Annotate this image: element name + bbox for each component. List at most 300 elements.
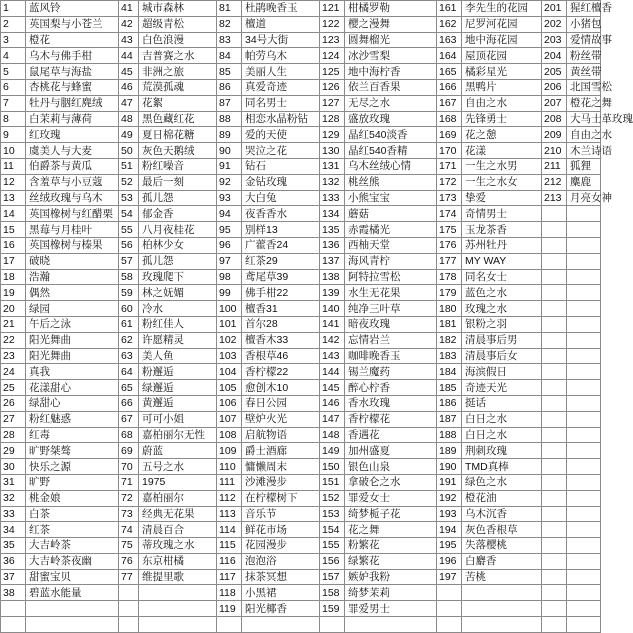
- name-cell: 桃金娘: [26, 490, 119, 506]
- index-number-cell: 114: [217, 522, 242, 538]
- name-cell: 快乐之源: [26, 459, 119, 475]
- name-cell: 绿甜心: [26, 395, 119, 411]
- index-number-cell: 36: [1, 553, 26, 569]
- index-number-cell: [542, 506, 567, 522]
- name-cell: 阳光舞曲: [26, 332, 119, 348]
- index-number-cell: 101: [217, 316, 242, 332]
- index-number-cell: 35: [1, 538, 26, 554]
- name-cell: 广藿香24: [242, 237, 320, 253]
- index-number-cell: 208: [542, 111, 567, 127]
- name-cell: 偶然: [26, 285, 119, 301]
- table-row: [1, 190, 601, 206]
- name-cell: 橙花油: [462, 490, 542, 506]
- name-cell: 灰色天鹅绒: [139, 143, 217, 159]
- name-cell: [26, 601, 119, 617]
- index-number-cell: 61: [119, 316, 139, 332]
- name-cell: 清晨百合: [139, 522, 217, 538]
- name-cell: 春日公园: [242, 395, 320, 411]
- index-number-cell: [437, 617, 462, 633]
- name-cell: 蓝风铃: [26, 1, 119, 17]
- name-cell: 红玫瑰: [26, 127, 119, 143]
- index-number-cell: [542, 380, 567, 396]
- index-number-cell: 19: [1, 285, 26, 301]
- table-row: [1, 569, 601, 585]
- name-cell: 罪爱男士: [345, 601, 437, 617]
- index-number-cell: 82: [217, 16, 242, 32]
- name-cell: [567, 253, 601, 269]
- index-number-cell: 49: [119, 127, 139, 143]
- index-number-cell: 104: [217, 364, 242, 380]
- index-number-cell: 213: [542, 190, 567, 206]
- name-cell: 白茶: [26, 506, 119, 522]
- name-cell: 挚爱: [462, 190, 542, 206]
- name-cell: [567, 427, 601, 443]
- name-cell: 黑莓与月桂叶: [26, 222, 119, 238]
- name-cell: 挺话: [462, 395, 542, 411]
- name-cell: 绿邂逅: [139, 380, 217, 396]
- name-cell: 先锋勇士: [462, 111, 542, 127]
- index-number-cell: 145: [320, 380, 345, 396]
- name-cell: 在柠檬树下: [242, 490, 320, 506]
- name-cell: 壁炉火光: [242, 411, 320, 427]
- index-number-cell: 81: [217, 1, 242, 17]
- index-number-cell: [542, 490, 567, 506]
- index-number-cell: 90: [217, 143, 242, 159]
- index-number-cell: 146: [320, 395, 345, 411]
- index-number-cell: [119, 617, 139, 633]
- name-cell: 香根草46: [242, 348, 320, 364]
- name-cell: 粉红魅惑: [26, 411, 119, 427]
- index-number-cell: [542, 459, 567, 475]
- index-number-cell: [542, 395, 567, 411]
- name-cell: [139, 601, 217, 617]
- index-number-cell: [437, 601, 462, 617]
- name-cell: 绮梦茉莉: [345, 585, 437, 601]
- index-number-cell: 113: [217, 506, 242, 522]
- index-number-cell: 203: [542, 32, 567, 48]
- name-cell: 牡丹与胭红麂绒: [26, 95, 119, 111]
- name-cell: [567, 237, 601, 253]
- index-number-cell: [542, 522, 567, 538]
- index-number-cell: 132: [320, 174, 345, 190]
- index-number-cell: 212: [542, 174, 567, 190]
- name-cell: 自由之水: [567, 127, 601, 143]
- table-row: [1, 1, 601, 17]
- index-number-cell: 138: [320, 269, 345, 285]
- name-cell: 檀香31: [242, 301, 320, 317]
- index-number-cell: 9: [1, 127, 26, 143]
- index-number-cell: 38: [1, 585, 26, 601]
- table-row: [1, 158, 601, 174]
- index-number-cell: 162: [437, 16, 462, 32]
- name-cell: [345, 617, 437, 633]
- index-number-cell: 106: [217, 395, 242, 411]
- index-number-cell: 13: [1, 190, 26, 206]
- name-cell: 阿特拉雪松: [345, 269, 437, 285]
- index-number-cell: 211: [542, 158, 567, 174]
- index-number-cell: 149: [320, 443, 345, 459]
- name-cell: 非洲之旅: [139, 64, 217, 80]
- index-number-cell: 204: [542, 48, 567, 64]
- index-number-cell: 148: [320, 427, 345, 443]
- name-cell: 狐狸: [567, 158, 601, 174]
- name-cell: [567, 538, 601, 554]
- table-row: [1, 443, 601, 459]
- name-cell: 鸢尾草39: [242, 269, 320, 285]
- name-cell: 绮梦栀子花: [345, 506, 437, 522]
- table-row: [1, 32, 601, 48]
- name-cell: 橙花之舞: [567, 95, 601, 111]
- name-cell: MY WAY: [462, 253, 542, 269]
- index-number-cell: 206: [542, 79, 567, 95]
- index-number-cell: 99: [217, 285, 242, 301]
- index-number-cell: 56: [119, 237, 139, 253]
- name-cell: 经典无花果: [139, 506, 217, 522]
- name-cell: 一生之水女: [462, 174, 542, 190]
- index-number-cell: 14: [1, 206, 26, 222]
- name-cell: 蔚蓝: [139, 443, 217, 459]
- index-number-cell: [542, 427, 567, 443]
- index-number-cell: 180: [437, 301, 462, 317]
- name-cell: 苏州牡丹: [462, 237, 542, 253]
- index-number-cell: 181: [437, 316, 462, 332]
- index-number-cell: 15: [1, 222, 26, 238]
- name-cell: [567, 522, 601, 538]
- index-number-cell: 122: [320, 16, 345, 32]
- index-number-cell: 129: [320, 127, 345, 143]
- sheet-body: [1, 1, 633, 633]
- name-cell: 旷野桀骜: [26, 443, 119, 459]
- index-number-cell: 210: [542, 143, 567, 159]
- index-number-cell: 150: [320, 459, 345, 475]
- name-cell: 林之妩媚: [139, 285, 217, 301]
- index-number-cell: 33: [1, 506, 26, 522]
- index-number-cell: 196: [437, 553, 462, 569]
- index-number-cell: 105: [217, 380, 242, 396]
- name-cell: 愈创木10: [242, 380, 320, 396]
- name-cell: 碧蓝水能量: [26, 585, 119, 601]
- name-cell: 忘情岩兰: [345, 332, 437, 348]
- index-number-cell: 165: [437, 64, 462, 80]
- index-number-cell: 55: [119, 222, 139, 238]
- name-cell: [242, 617, 320, 633]
- index-number-cell: 144: [320, 364, 345, 380]
- name-cell: 海滨假日: [462, 364, 542, 380]
- name-cell: 花园漫步: [242, 538, 320, 554]
- index-number-cell: 91: [217, 158, 242, 174]
- index-number-cell: 143: [320, 348, 345, 364]
- table-row: [1, 48, 601, 64]
- index-number-cell: 66: [119, 395, 139, 411]
- index-number-cell: 4: [1, 48, 26, 64]
- index-number-cell: [542, 348, 567, 364]
- name-cell: 拿破仑之水: [345, 474, 437, 490]
- name-cell: [567, 474, 601, 490]
- name-cell: 小黑裙: [242, 585, 320, 601]
- name-cell: 晶红540香精: [345, 143, 437, 159]
- index-number-cell: 65: [119, 380, 139, 396]
- name-cell: 孤儿怨: [139, 190, 217, 206]
- name-cell: 苦桃: [462, 569, 542, 585]
- name-cell: 奇情男士: [462, 206, 542, 222]
- index-number-cell: 202: [542, 16, 567, 32]
- index-number-cell: 190: [437, 459, 462, 475]
- index-number-cell: 68: [119, 427, 139, 443]
- name-cell: 咖啡晚香玉: [345, 348, 437, 364]
- name-cell: 醉心柠香: [345, 380, 437, 396]
- index-number-cell: 67: [119, 411, 139, 427]
- name-cell: 甜蜜宝贝: [26, 569, 119, 585]
- index-number-cell: 92: [217, 174, 242, 190]
- table-row: [1, 364, 601, 380]
- name-cell: 罪爱女士: [345, 490, 437, 506]
- index-number-cell: 164: [437, 48, 462, 64]
- name-cell: 嘉柏丽尔: [139, 490, 217, 506]
- index-number-cell: 7: [1, 95, 26, 111]
- name-cell: 泡泡浴: [242, 553, 320, 569]
- name-cell: 乌木沉香: [462, 506, 542, 522]
- index-number-cell: 135: [320, 222, 345, 238]
- index-number-cell: 53: [119, 190, 139, 206]
- name-cell: 爱的天使: [242, 127, 320, 143]
- index-number-cell: 156: [320, 553, 345, 569]
- index-number-cell: [542, 364, 567, 380]
- name-cell: 绿色之水: [462, 474, 542, 490]
- index-number-cell: 193: [437, 506, 462, 522]
- name-cell: 西柚天堂: [345, 237, 437, 253]
- name-cell: 爵士酒廊: [242, 443, 320, 459]
- index-number-cell: 167: [437, 95, 462, 111]
- name-cell: [567, 569, 601, 585]
- index-number-cell: 192: [437, 490, 462, 506]
- index-number-cell: 155: [320, 538, 345, 554]
- name-cell: 地中海柠香: [345, 64, 437, 80]
- name-cell: 冷水: [139, 301, 217, 317]
- index-number-cell: 109: [217, 443, 242, 459]
- index-number-cell: 107: [217, 411, 242, 427]
- name-cell: 伯爵茶与黄瓜: [26, 158, 119, 174]
- index-number-cell: 191: [437, 474, 462, 490]
- name-cell: 清晨事后女: [462, 348, 542, 364]
- name-cell: 银色山泉: [345, 459, 437, 475]
- name-cell: 钻石: [242, 158, 320, 174]
- name-cell: 夜香香水: [242, 206, 320, 222]
- name-cell: 李先生的花园: [462, 1, 542, 17]
- name-cell: 乌木与佛手柑: [26, 48, 119, 64]
- table-row: [1, 111, 601, 127]
- index-number-cell: 31: [1, 474, 26, 490]
- name-cell: 北国雪松: [567, 79, 601, 95]
- index-number-cell: 141: [320, 316, 345, 332]
- index-number-cell: 47: [119, 95, 139, 111]
- name-cell: 大吉岭茶: [26, 538, 119, 554]
- index-number-cell: 88: [217, 111, 242, 127]
- index-number-cell: 74: [119, 522, 139, 538]
- index-number-cell: 115: [217, 538, 242, 554]
- index-number-cell: [320, 617, 345, 633]
- index-number-cell: 45: [119, 64, 139, 80]
- name-cell: 玫瑰之水: [462, 301, 542, 317]
- name-cell: 金钻玫瑰: [242, 174, 320, 190]
- table-row: [1, 585, 601, 601]
- name-cell: 破晓: [26, 253, 119, 269]
- index-number-cell: 102: [217, 332, 242, 348]
- name-cell: [567, 506, 601, 522]
- name-cell: 玉龙茶香: [462, 222, 542, 238]
- name-cell: 猩红檀香: [567, 1, 601, 17]
- index-number-cell: 43: [119, 32, 139, 48]
- table-row: [1, 490, 601, 506]
- name-cell: 大马士革玫瑰: [567, 111, 601, 127]
- index-number-cell: 157: [320, 569, 345, 585]
- name-cell: 加州盛夏: [345, 443, 437, 459]
- index-number-cell: 95: [217, 222, 242, 238]
- name-cell: 维提里歌: [139, 569, 217, 585]
- index-number-cell: 37: [1, 569, 26, 585]
- index-number-cell: 175: [437, 222, 462, 238]
- table-row: [1, 474, 601, 490]
- index-number-cell: 186: [437, 395, 462, 411]
- index-number-cell: 18: [1, 269, 26, 285]
- index-number-cell: 34: [1, 522, 26, 538]
- index-number-cell: [542, 601, 567, 617]
- name-cell: [567, 585, 601, 601]
- name-cell: 吉普赛之水: [139, 48, 217, 64]
- index-number-cell: 70: [119, 459, 139, 475]
- name-cell: 绿园: [26, 301, 119, 317]
- index-number-cell: [542, 206, 567, 222]
- name-cell: 同名女士: [462, 269, 542, 285]
- name-cell: 郁金香: [139, 206, 217, 222]
- index-number-cell: [1, 617, 26, 633]
- table-row: [1, 222, 601, 238]
- index-number-cell: [542, 569, 567, 585]
- table-row: [1, 617, 601, 633]
- name-cell: [567, 490, 601, 506]
- name-cell: 含羞草与小豆蔻: [26, 174, 119, 190]
- name-cell: 嫉妒我粉: [345, 569, 437, 585]
- name-cell: 八月夜桂花: [139, 222, 217, 238]
- name-cell: 哭泣之花: [242, 143, 320, 159]
- name-cell: 黄邂逅: [139, 395, 217, 411]
- index-number-cell: 133: [320, 190, 345, 206]
- index-number-cell: 28: [1, 427, 26, 443]
- name-cell: 檀道: [242, 16, 320, 32]
- index-number-cell: 11: [1, 158, 26, 174]
- table-row: [1, 316, 601, 332]
- index-number-cell: [119, 585, 139, 601]
- index-number-cell: 182: [437, 332, 462, 348]
- name-cell: 桃丝熊: [345, 174, 437, 190]
- name-cell: 红毒: [26, 427, 119, 443]
- index-number-cell: 93: [217, 190, 242, 206]
- name-cell: 红茶: [26, 522, 119, 538]
- index-number-cell: 119: [217, 601, 242, 617]
- index-number-cell: [119, 601, 139, 617]
- index-number-cell: 197: [437, 569, 462, 585]
- index-number-cell: 125: [320, 64, 345, 80]
- name-cell: 许愿精灵: [139, 332, 217, 348]
- index-number-cell: 183: [437, 348, 462, 364]
- index-number-cell: 86: [217, 79, 242, 95]
- index-number-cell: 139: [320, 285, 345, 301]
- index-number-cell: 172: [437, 174, 462, 190]
- index-number-cell: 73: [119, 506, 139, 522]
- index-number-cell: [542, 301, 567, 317]
- name-cell: 白色浪漫: [139, 32, 217, 48]
- name-cell: 屋顶花园: [462, 48, 542, 64]
- index-number-cell: 77: [119, 569, 139, 585]
- name-cell: 荆刺玫瑰: [462, 443, 542, 459]
- index-number-cell: 128: [320, 111, 345, 127]
- index-number-cell: 103: [217, 348, 242, 364]
- index-number-cell: 2: [1, 16, 26, 32]
- index-number-cell: [217, 617, 242, 633]
- name-cell: 暗夜玫瑰: [345, 316, 437, 332]
- name-cell: 阳光舞曲: [26, 348, 119, 364]
- name-cell: 真我: [26, 364, 119, 380]
- table-row: [1, 522, 601, 538]
- name-cell: 木兰诗语: [567, 143, 601, 159]
- index-number-cell: 24: [1, 364, 26, 380]
- index-number-cell: 201: [542, 1, 567, 17]
- name-cell: 34号大街: [242, 32, 320, 48]
- name-cell: 大白兔: [242, 190, 320, 206]
- name-cell: 可可小姐: [139, 411, 217, 427]
- name-cell: 圆舞榴光: [345, 32, 437, 48]
- index-number-cell: 147: [320, 411, 345, 427]
- name-cell: [567, 316, 601, 332]
- index-number-cell: 32: [1, 490, 26, 506]
- name-cell: 水生无花果: [345, 285, 437, 301]
- index-number-cell: 176: [437, 237, 462, 253]
- name-cell: 孤儿怨: [139, 253, 217, 269]
- index-number-cell: 187: [437, 411, 462, 427]
- name-cell: 香水玫瑰: [345, 395, 437, 411]
- index-number-cell: 189: [437, 443, 462, 459]
- table-row: [1, 174, 601, 190]
- name-cell: 城市森林: [139, 1, 217, 17]
- name-cell: [567, 601, 601, 617]
- name-cell: [567, 411, 601, 427]
- name-cell: 白日之水: [462, 411, 542, 427]
- name-cell: 相恋水晶粉钻: [242, 111, 320, 127]
- name-cell: 粉丝带: [567, 48, 601, 64]
- name-cell: 花之憩: [462, 127, 542, 143]
- index-number-cell: 87: [217, 95, 242, 111]
- index-number-cell: 134: [320, 206, 345, 222]
- index-number-cell: 118: [217, 585, 242, 601]
- index-number-cell: 50: [119, 143, 139, 159]
- name-cell: 香柠檬花: [345, 411, 437, 427]
- table-row: [1, 601, 601, 617]
- name-cell: 橙花: [26, 32, 119, 48]
- name-cell: 杜鹃晚香玉: [242, 1, 320, 17]
- index-number-cell: [542, 617, 567, 633]
- index-number-cell: 52: [119, 174, 139, 190]
- table-row: [1, 506, 601, 522]
- name-cell: 无尽之水: [345, 95, 437, 111]
- name-cell: 小熊宝宝: [345, 190, 437, 206]
- name-cell: 丝绒玫瑰与乌木: [26, 190, 119, 206]
- name-cell: 失落樱桃: [462, 538, 542, 554]
- name-cell: [567, 459, 601, 475]
- index-number-cell: 16: [1, 237, 26, 253]
- index-number-cell: 69: [119, 443, 139, 459]
- name-cell: [567, 269, 601, 285]
- index-number-cell: 137: [320, 253, 345, 269]
- index-number-cell: [542, 332, 567, 348]
